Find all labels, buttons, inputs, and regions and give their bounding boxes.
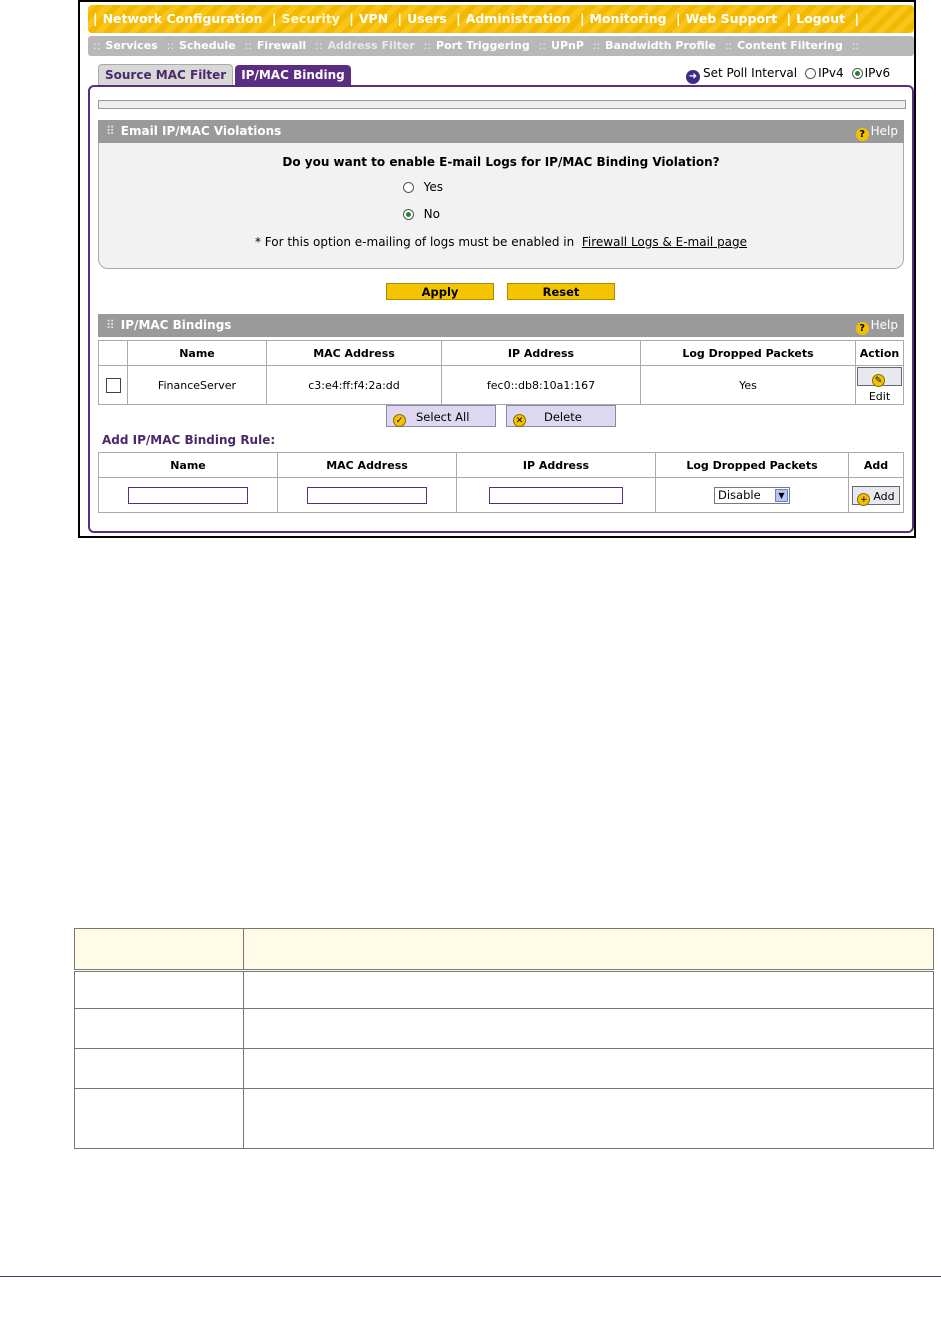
select-all-label: Select All [416, 410, 470, 424]
ipv6-label: IPv6 [864, 66, 891, 80]
add-button-cell [849, 478, 904, 513]
screenshot-frame [78, 0, 916, 538]
bindings-section-header [98, 314, 904, 337]
email-note [99, 235, 903, 249]
nav-security[interactable]: Security [281, 11, 340, 26]
select-all-button[interactable] [386, 405, 496, 427]
help-link[interactable] [856, 314, 898, 337]
header-cell [244, 929, 934, 971]
ip-address-input[interactable] [489, 487, 623, 504]
row-name: FinanceServer [128, 366, 267, 405]
add-rule-input-row [99, 478, 904, 513]
add-rule-label: Add IP/MAC Binding Rule: [102, 433, 276, 447]
subnav-firewall[interactable]: Firewall [256, 39, 307, 52]
table-cell [75, 971, 244, 1009]
table-cell [75, 1049, 244, 1089]
nav-web-support[interactable]: Web Support [685, 11, 778, 26]
row-action [856, 366, 904, 405]
column-header: MAC Address [278, 453, 457, 478]
tab-bar [98, 64, 353, 85]
table-row [99, 366, 904, 405]
email-section-header [98, 120, 904, 143]
table-cell [244, 1089, 934, 1149]
bindings-section-title: IP/MAC Bindings [120, 318, 232, 332]
mac-address-input[interactable] [307, 487, 427, 504]
select-column-header [99, 341, 128, 366]
add-rule-header-row [99, 453, 904, 478]
delete-icon: ✕ [513, 414, 526, 427]
row-mac: c3:e4:ff:f4:2a:dd [267, 366, 442, 405]
select-value: Disable [718, 487, 761, 502]
nav-vpn[interactable]: VPN [358, 11, 389, 26]
status-bar [98, 100, 906, 109]
ip-input-cell [457, 478, 656, 513]
tab-ip-mac-binding[interactable]: IP/MAC Binding [235, 65, 351, 86]
sub-navigation: :: Services :: Schedule :: Firewall :: Address Filter :: Port Triggering :: UPnP :: Bandwidth Profile :: Content Filtering :: [88, 36, 914, 56]
row-select-cell [99, 366, 128, 405]
option-yes [403, 180, 443, 194]
row-log: Yes [641, 366, 856, 405]
bindings-header-row [99, 341, 904, 366]
bindings-table [98, 340, 904, 405]
description-header-row [75, 929, 934, 971]
name-input[interactable] [128, 487, 248, 504]
table-cell [75, 1009, 244, 1049]
nav-administration[interactable]: Administration [465, 11, 571, 26]
add-button[interactable] [852, 486, 899, 505]
nav-users[interactable]: Users [407, 11, 447, 26]
table-row [75, 1089, 934, 1149]
column-header: Log Dropped Packets [656, 453, 849, 478]
no-label: No [423, 207, 440, 221]
nav-monitoring[interactable]: Monitoring [589, 11, 667, 26]
pencil-icon: ✎ [872, 374, 885, 387]
tab-source-mac-filter[interactable]: Source MAC Filter [98, 64, 233, 86]
help-label: Help [870, 318, 898, 332]
email-question: Do you want to enable E-mail Logs for IP/MAC Binding Violation? [282, 155, 720, 169]
grip-icon: ⠿ [106, 124, 115, 138]
log-dropped-packets-select[interactable] [714, 487, 790, 504]
row-checkbox[interactable] [106, 378, 121, 393]
delete-button[interactable] [506, 405, 616, 427]
subnav-upnp[interactable]: UPnP [551, 39, 584, 52]
grip-icon: ⠿ [106, 318, 115, 332]
reset-button[interactable]: Reset [507, 283, 615, 300]
plus-icon: + [857, 493, 870, 506]
delete-label: Delete [544, 410, 582, 424]
table-cell [244, 1009, 934, 1049]
description-table [74, 928, 934, 1149]
checkmark-icon: ✓ [393, 414, 406, 427]
subnav-services[interactable]: Services [105, 39, 158, 52]
help-icon: ? [856, 128, 869, 141]
table-row [75, 1009, 934, 1049]
add-label: Add [873, 489, 895, 503]
ipv4-radio[interactable] [805, 68, 816, 79]
apply-button[interactable]: Apply [386, 283, 494, 300]
subnav-bandwidth-profile[interactable]: Bandwidth Profile [605, 39, 716, 52]
option-no [403, 207, 440, 221]
main-navigation: | Network Configuration | Security | VPN | Users | Administration | Monitoring | Web Support | Logout | [88, 5, 914, 33]
email-section-title: Email IP/MAC Violations [120, 124, 282, 138]
mac-input-cell [278, 478, 457, 513]
row-ip: fec0::db8:10a1:167 [442, 366, 641, 405]
table-cell [244, 971, 934, 1009]
edit-button[interactable] [857, 367, 902, 403]
no-radio[interactable] [403, 209, 414, 220]
column-header: Action [856, 341, 904, 366]
column-header: MAC Address [267, 341, 442, 366]
help-label: Help [870, 124, 898, 138]
note-text: * For this option e-mailing of logs must be enabled in [254, 235, 575, 249]
firewall-logs-link[interactable]: Firewall Logs & E-mail page [581, 235, 748, 249]
table-row [75, 1049, 934, 1089]
header-cell [75, 929, 244, 971]
yes-label: Yes [423, 180, 444, 194]
arrow-right-icon[interactable]: ➜ [686, 70, 700, 84]
table-cell [75, 1089, 244, 1149]
column-header: IP Address [457, 453, 656, 478]
nav-network-configuration[interactable]: Network Configuration [102, 11, 263, 26]
nav-logout[interactable]: Logout [796, 11, 846, 26]
edit-label: Edit [868, 390, 891, 403]
subnav-port-triggering[interactable]: Port Triggering [436, 39, 530, 52]
column-header: Add [849, 453, 904, 478]
column-header: IP Address [442, 341, 641, 366]
subnav-address-filter[interactable]: Address Filter [327, 39, 415, 52]
poll-interval-control [686, 66, 890, 84]
ipv4-label: IPv4 [818, 66, 844, 80]
column-header: Name [128, 341, 267, 366]
help-link[interactable] [856, 120, 898, 143]
help-icon: ? [856, 322, 869, 335]
table-row [75, 971, 934, 1009]
column-header: Log Dropped Packets [641, 341, 856, 366]
subnav-schedule[interactable]: Schedule [178, 39, 236, 52]
table-cell [244, 1049, 934, 1089]
column-header: Name [99, 453, 278, 478]
chevron-down-icon: ▼ [775, 489, 788, 502]
log-select-cell [656, 478, 849, 513]
add-rule-table [98, 452, 904, 513]
yes-radio[interactable] [403, 182, 414, 193]
set-poll-interval-link[interactable]: Set Poll Interval [703, 66, 798, 80]
subnav-content-filtering[interactable]: Content Filtering [737, 39, 843, 52]
email-settings-box [98, 143, 904, 269]
name-input-cell [99, 478, 278, 513]
content-panel [88, 85, 914, 533]
ipv6-radio[interactable] [852, 68, 863, 79]
footer-rule [0, 1276, 941, 1277]
